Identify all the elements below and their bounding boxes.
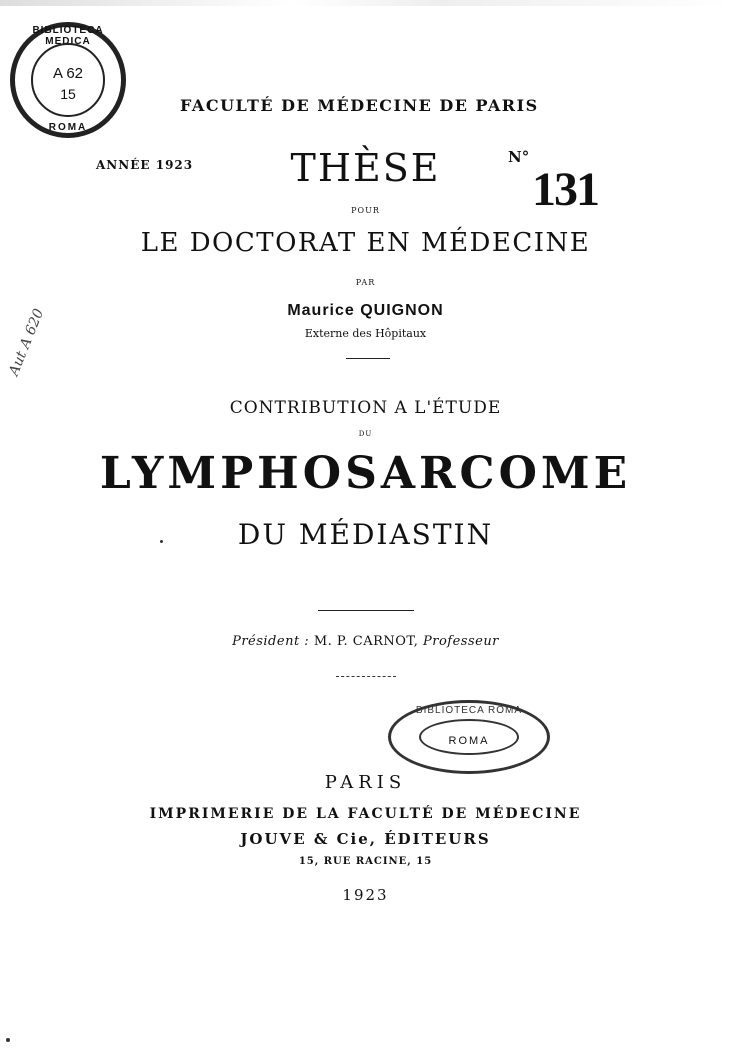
year-label: ANNÉE 1923 (96, 158, 194, 172)
oval-stamp-city: ROMA (448, 735, 490, 747)
divider-dashed (336, 676, 396, 678)
these-title: THÈSE (290, 146, 441, 190)
imprint-address: 15, RUE RACINE, 15 (298, 856, 433, 867)
divider-short (346, 358, 390, 359)
subject-line-1: CONTRIBUTION A L'ÉTUDE (229, 398, 502, 418)
subject-main-title: LYMPHOSARCOME (99, 448, 632, 499)
scan-edge (0, 0, 731, 6)
president-label: Président : (232, 634, 310, 649)
president-name: M. P. CARNOT, (313, 634, 419, 649)
president-line (0, 634, 731, 649)
oval-stamp-text: BIBLIOTECA ROMA (415, 705, 523, 716)
imprint-city: PARIS (324, 772, 407, 793)
subject-line-3: DU MÉDIASTIN (237, 518, 494, 551)
stamp-shelf-mark: A 62 (52, 65, 84, 82)
author-role: Externe des Hôpitaux (304, 327, 427, 340)
degree-title: LE DOCTORAT EN MÉDECINE (140, 228, 591, 258)
imprint-printer: IMPRIMERIE DE LA FACULTÉ DE MÉDECINE (149, 806, 582, 822)
divider-long (318, 610, 414, 611)
handwritten-note: Aut A 620 (6, 306, 48, 378)
stamp-center (31, 43, 105, 117)
scan-speck (6, 1038, 10, 1042)
stamp-ring-text: BIBLIOTECA MEDICA (32, 25, 104, 47)
imprint-year: 1923 (342, 886, 389, 904)
du-label: DU (358, 430, 373, 438)
stamp-city: ROMA (48, 122, 88, 133)
scan-speck (160, 540, 163, 543)
imprint-publisher: JOUVE & Cie, ÉDITEURS (240, 830, 491, 848)
oval-library-stamp (388, 700, 550, 774)
faculty-heading: FACULTÉ DE MÉDECINE DE PARIS (180, 96, 539, 115)
number-label: N° (508, 148, 530, 166)
author-name: Maurice QUIGNON (287, 302, 444, 319)
oval-stamp-inner (419, 719, 519, 755)
thesis-number: 131 (532, 163, 598, 216)
pour-label: POUR (351, 206, 380, 215)
library-stamp (10, 22, 126, 138)
par-label: PAR (355, 278, 376, 287)
stamp-number: 15 (60, 86, 76, 102)
president-title: Professeur (422, 634, 499, 649)
